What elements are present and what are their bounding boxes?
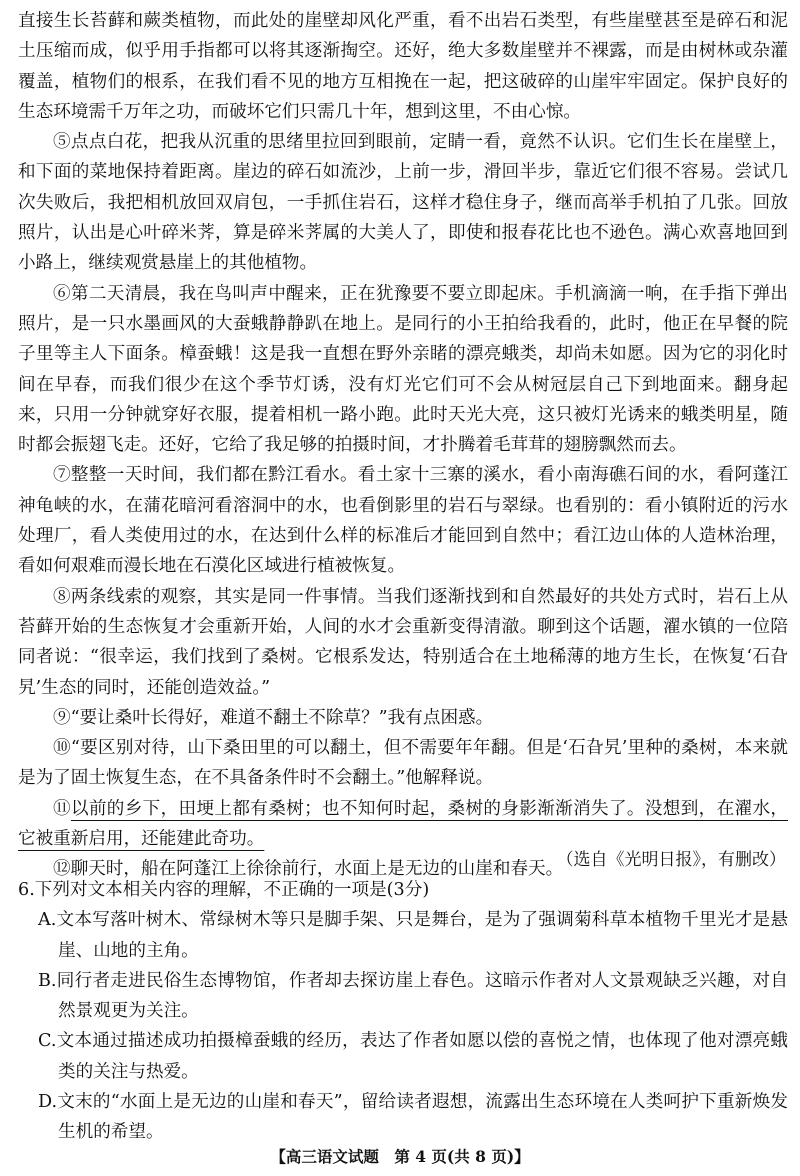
option-b: B.同行者走进民俗生态博物馆，作者却去探访崖上春色。这暗示作者对人文景观缺乏兴趣，对自然景观更为关注。 bbox=[38, 970, 788, 1022]
reading-passage bbox=[18, 6, 788, 885]
question-6 bbox=[18, 875, 788, 1148]
option-c: C.文本通过描述成功拍摄樟蚕蛾的经历，表达了作者如愿以偿的喜悦之情，也体现了他对漂亮蛾类的关注与热爱。 bbox=[38, 1031, 788, 1082]
paragraph-5: ⑤点点白花，把我从沉重的思绪里拉回到眼前，定睛一看，竟然不认识。它们生长在崖壁上，和下面的菜地保持着距离。崖边的碎石如流沙，上前一步，滑回半步，靠近它们很不容易。尝试几次失败后，我把相机放回双肩包，一手抓住岩石，这样才稳住身子，继而高举手机拍了几张。回放照片，认出是心叶碎米荠，算是碎米荠属的大美人了，即使和报春花比也不逊色。满心欢喜地回到小路上，继续观赏悬崖上的其他植物。 bbox=[18, 132, 788, 274]
option-a: A.文本写落叶树木、常绿树木等只是脚手架、只是舞台，是为了强调菊科草本植物千里光才是悬崖、山地的主角。 bbox=[38, 910, 788, 961]
paragraph-8: ⑧两条线索的观察，其实是同一件事情。当我们逐渐找到和自然最好的共处方式时，岩石上从苔藓开始的生态恢复才会重新开始，人间的水才会重新变得清澈。聊到这个话题，濯水镇的一位陪同者说：“很幸运，我们找到了桑树。它根系发达，特别适合在土地稀薄的地方生长，在恢复‘石旮旯’生态的同时，还能创造效益。” bbox=[18, 586, 788, 698]
question-stem: 6.下列对文本相关内容的理解，不正确的一项是(3分) bbox=[18, 880, 430, 900]
paragraph-12: ⑫聊天时，船在阿蓬江上徐徐前行，水面上是无边的山崖和春天。 bbox=[53, 859, 564, 880]
paragraph-7: ⑦整整一天时间，我们都在黔江看水。看土家十三寨的溪水，看小南海礁石间的水，看阿蓬江神龟峡的水，在蒲花暗河看溶洞中的水，也看倒影里的岩石与翠绿。也看别的：看小镇附近的污水处理厂，看人类使用过的水，在达到什么样的标准后才能回到自然中；看江边山体的人造林治理，看如何艰难而漫长地在石漠化区域进行植被恢复。 bbox=[18, 465, 788, 577]
option-d: D.文末的“水面上是无边的山崖和春天”，留给读者遐想，流露出生态环境在人类呵护下重新焕发生机的希望。 bbox=[38, 1092, 788, 1143]
paragraph-11-number: ⑪ bbox=[53, 798, 71, 819]
paragraph-11-underlined-text: 以前的乡下，田埂上都有桑树；也不知何时起，桑树的身影渐渐消失了。没想到，在濯水，它被重新启用，还能建此奇功。 bbox=[18, 798, 788, 850]
source-citation: （选自《光明日报》，有删改） bbox=[556, 850, 786, 870]
paragraph-6: ⑥第二天清晨，我在鸟叫声中醒来，正在犹豫要不要立即起床。手机滴滴一响，在手指下弹出照片，是一只水墨画风的大蚕蛾静静趴在地上。是同行的小王拍给我看的，此时，他正在早餐的院子里等主人下面条。樟蚕蛾！这是我一直想在野外亲睹的漂亮蛾类，却尚未如愿。因为它的羽化时间在早春，而我们很少在这个季节灯诱，没有灯光它们可不会从树冠层自己下到地面来。翻身起来，只用一分钟就穿好衣服，提着相机一路小跑。此时天光大亮，这只被灯光诱来的蛾类明星，随时都会振翅飞走。还好，它给了我足够的拍摄时间，才扑腾着毛茸茸的翅膀飘然而去。 bbox=[18, 283, 788, 456]
paragraph-9: ⑨“要让桑叶长得好，难道不翻土不除草？”我有点困惑。 bbox=[53, 707, 494, 728]
paragraph-10: ⑩“要区别对待，山下桑田里的可以翻土，但不需要年年翻。但是‘石旮旯’里种的桑树，本来就是为了固土恢复生态，在不具备条件时不会翻土。”他解释说。 bbox=[18, 738, 788, 789]
page-footer: 【高三语文试题 第 4 页(共 8 页)】 bbox=[270, 1147, 530, 1166]
paragraph-continued: 直接生长苔藓和蕨类植物，而此处的崖壁却风化严重，看不出岩石类型，有些崖壁甚至是碎石和泥土压缩而成，似乎用手指都可以将其逐渐掏空。还好，绝大多数崖壁并不裸露，而是由树林或杂灌覆盖，植物们的根系，在我们看不见的地方互相挽在一起，把这破碎的山崖牢牢固定。保护良好的生态环境需千万年之功，而破坏它们只需几十年，想到这里，不由心惊。 bbox=[18, 11, 788, 122]
